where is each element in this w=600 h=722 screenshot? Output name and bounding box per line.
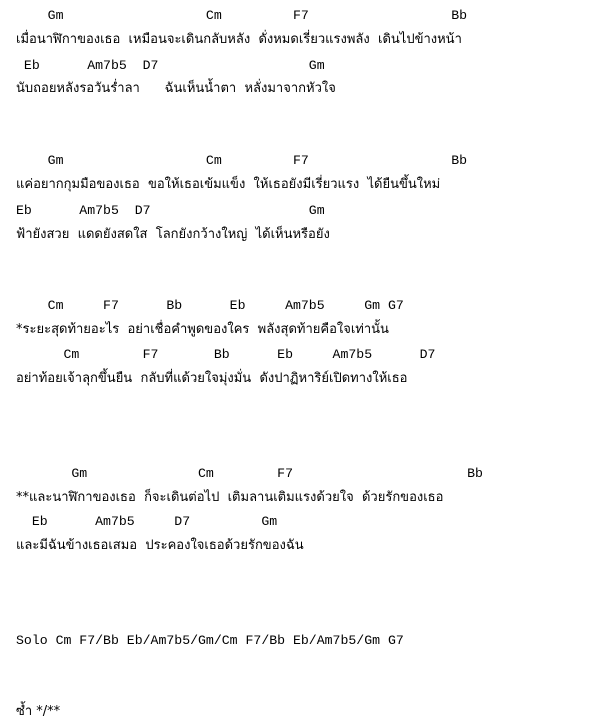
lyric-line: **และนาฬิกาของเธอ ก็จะเดินต่อไป เติมลานเติมแรงด้วยใจ ด้วยรักของเธอ <box>16 490 444 505</box>
chord-line: Eb Am7b5 D7 Gm <box>16 58 325 73</box>
lyric-line: นับถอยหลังรอวันร่ำลา ฉันเห็นน้ำตา หลั่งมาจากหัวใจ <box>16 81 336 96</box>
chord-line: Cm F7 Bb Eb Am7b5 D7 <box>16 347 436 362</box>
chord-line: Gm Cm F7 Bb <box>16 466 483 481</box>
lyric-line: ฟ้ายังสวย แดดยังสดใส โลกยังกว้างใหญ่ ได้เห็นหรือยัง <box>16 227 330 242</box>
lyric-line: เมื่อนาฬิกาของเธอ เหมือนจะเดินกลับหลัง ดั่งหมดเรี่ยวแรงพลัง เดินไปข้างหน้า <box>16 32 462 47</box>
lyric-line: แค่อยากกุมมือของเธอ ขอให้เธอเข้มแข็ง ให้เธอยังมีเรี่ยวแรง ได้ยืนขึ้นใหม่ <box>16 177 441 192</box>
chord-line: Eb Am7b5 D7 Gm <box>16 514 278 529</box>
chord-line: Gm Cm F7 Bb <box>16 8 468 23</box>
chord-line: Gm Cm F7 Bb <box>16 153 468 168</box>
chord-line: Cm F7 Bb Eb Am7b5 Gm G7 <box>16 298 404 313</box>
solo-line: Solo Cm F7/Bb Eb/Am7b5/Gm/Cm F7/Bb Eb/Am7b5/Gm G7 <box>16 633 404 648</box>
lyric-line: อย่าท้อยเจ้าลุกขึ้นยืน กลับที่แด้วยใจมุ่งมั่น ดังปาฏิหาริย์เปิดทางให้เธอ <box>16 371 408 386</box>
lyric-line: และมีฉันข้างเธอเสมอ ประคองใจเธอด้วยรักของฉัน <box>16 538 304 553</box>
chord-line: Eb Am7b5 D7 Gm <box>16 203 325 218</box>
repeat-instruction: ซ้ำ */** <box>16 704 61 719</box>
lyric-line: *ระยะสุดท้ายอะไร อย่าเชื่อคำพูดของใคร พลังสุดท้ายคือใจเท่านั้น <box>16 322 389 337</box>
